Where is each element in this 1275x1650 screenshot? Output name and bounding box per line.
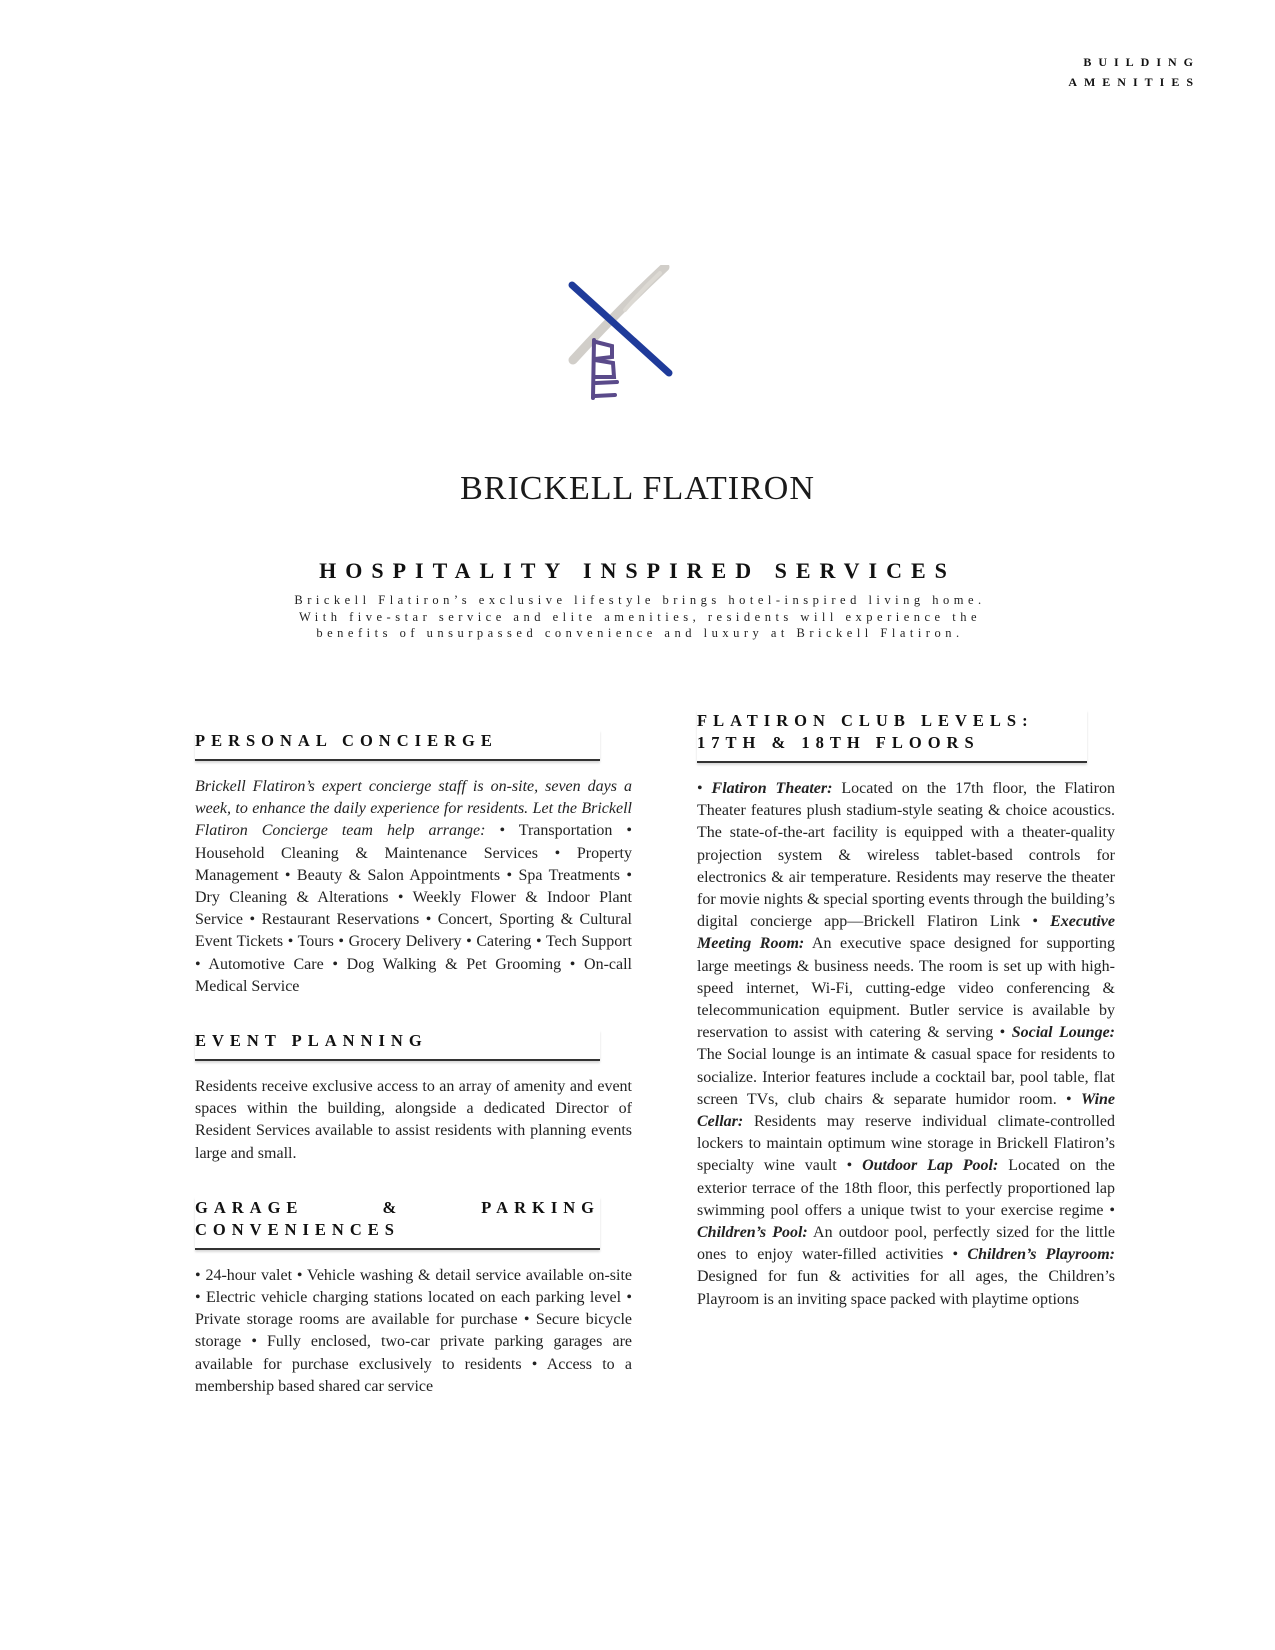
amenity-text: Located on the 17th floor, the Flatiron Theater features plush stadium-style seating & choice acoustics. The state-of-the-art facility is equipped with a theater-quality projection system & wireless tablet-based controls for electronics & air temperature. Residents may reserve the theater for movie nights & special sporting events through the building’s digital concierge app—Brickell Flatiron Link	[697, 780, 1116, 931]
amenity-item: • Social Lounge: The Social lounge is an intimate & casual space for residents to socialize. Interior features include a cocktail bar, pool table, flat screen TVs, club chairs & separate humidor room.	[697, 1024, 1115, 1108]
garage-heading: GARAGE & PARKING CONVENIENCES	[195, 1197, 600, 1250]
amenity-item: • Executive Meeting Room: An executive space designed for supporting large meetings & business needs. The room is set up with high-speed internet, Wi-Fi, cutting-edge video conferencing & telecommunication equipment. Butler service is available by reservation to assist with catering & serving	[697, 913, 1115, 1042]
amenity-term: Children’s Pool:	[697, 1224, 808, 1242]
amenity-term: Executive Meeting Room:	[697, 913, 1115, 953]
document-label	[1068, 52, 1200, 92]
concierge-body	[195, 776, 632, 998]
amenity-item: • Children’s Playroom: Designed for fun & activities for all ages, the Children’s Playroom is an inviting space packed with playtime options	[697, 1246, 1115, 1308]
club-levels-heading-line1: FLATIRON CLUB LEVELS:	[697, 711, 1034, 730]
document-label-line2: AMENITIES	[1068, 75, 1200, 89]
amenity-term: Social Lounge:	[1011, 1024, 1115, 1042]
garage-body: • 24-hour valet • Vehicle washing & detail service available on-site • Electric vehicle charging stations located on each parking level • Private storage rooms are available for purchase • Secure bicycle storage • Fully enclosed, two-car private parking garages are available for purchase exclusively to residents • Access to a membership based shared car service	[195, 1266, 632, 1395]
concierge-lead: Brickell Flatiron’s expert concierge staff is on-site, seven days a week, to enhance the daily experience for residents. Let the Brickell Flatiron Concierge team help arrange:	[195, 778, 632, 840]
club-levels-heading-line2: 17TH & 18TH FLOORS	[697, 733, 980, 752]
property-title: BRICKELL FLATIRON	[460, 470, 815, 507]
amenity-term: Wine Cellar:	[697, 1090, 1116, 1131]
amenity-text: An outdoor pool, perfectly sized for the little ones to enjoy water-filled activities	[697, 1224, 1116, 1264]
intro-paragraph: Brickell Flatiron’s exclusive lifestyle brings hotel-inspired living home. With five-star service and elite amenities, residents will experience the benefits of unsurpassed convenience and luxury at Brickell Flatiron.	[294, 593, 986, 640]
document-label-line1: BUILDING	[1083, 55, 1200, 69]
amenity-item: • Flatiron Theater: Located on the 17th floor, the Flatiron Theater features plush stadium-style seating & choice acoustics. The state-of-the-art facility is equipped with a theater-quality projection system & wireless tablet-based controls for electronics & air temperature. Residents may reserve the theater for movie nights & special sporting events through the building’s digital concierge app—Brickell Flatiron Link	[697, 780, 1116, 931]
club-levels-body	[697, 778, 1115, 1311]
section-subtitle: HOSPITALITY INSPIRED SERVICES	[319, 558, 956, 583]
left-column	[195, 730, 632, 1398]
concierge-services: • Transportation • Household Cleaning & Maintenance Services • Property Management • Beauty & Salon Appointments • Spa Treatments • Dry Cleaning & Alterations • Weekly Flower & Indoor Plant Service • Restaurant Reservations • Concert, Sporting & Cultural Event Tickets • Tours • Grocery Delivery • Catering • Tech Support • Automotive Care • Dog Walking & Pet Grooming • On-call Medical Service	[195, 822, 633, 995]
right-column	[697, 710, 1115, 1311]
event-planning-body: Residents receive exclusive access to an array of amenity and event spaces within the building, alongside a dedicated Director of Resident Services available to assist residents with planning events large and small.	[195, 1078, 632, 1162]
event-planning-heading: EVENT PLANNING	[195, 1030, 600, 1061]
amenity-text: Located on the exterior terrace of the 18th floor, this perfectly proportioned lap swimming pool offers a unique twist to your exercise regime	[697, 1157, 1116, 1219]
amenity-item: • Wine Cellar: Residents may reserve individual climate-controlled lockers to maintain optimum wine storage in Brickell Flatiron’s specialty wine vault	[697, 1090, 1116, 1175]
amenity-text: Residents may reserve individual climate-controlled lockers to maintain optimum wine storage in Brickell Flatiron’s specialty wine vault	[697, 1113, 1115, 1175]
amenity-text: An executive space designed for supporting large meetings & business needs. The room is set up with high-speed internet, Wi-Fi, cutting-edge video conferencing & telecommunication equipment. Butler service is available by reservation to assist with catering & serving	[697, 935, 1115, 1042]
amenity-term: Outdoor Lap Pool:	[862, 1157, 999, 1175]
concierge-heading: PERSONAL CONCIERGE	[195, 730, 600, 761]
amenity-term: Children’s Playroom:	[967, 1246, 1115, 1264]
brickell-flatiron-logo	[565, 265, 705, 415]
club-levels-heading	[697, 710, 1087, 763]
amenity-item: • Outdoor Lap Pool: Located on the exterior terrace of the 18th floor, this perfectly proportioned lap swimming pool offers a unique twist to your exercise regime	[697, 1157, 1116, 1219]
amenity-text: Designed for fun & activities for all ages, the Children’s Playroom is an inviting space packed with playtime options	[697, 1268, 1115, 1308]
amenity-term: Flatiron Theater:	[711, 780, 833, 797]
amenity-text: The Social lounge is an intimate & casual space for residents to socialize. Interior features include a cocktail bar, pool table, flat screen TVs, club chairs & separate humidor room.	[697, 1046, 1115, 1108]
amenity-item: • Children’s Pool: An outdoor pool, perfectly sized for the little ones to enjoy water-filled activities	[697, 1201, 1116, 1264]
